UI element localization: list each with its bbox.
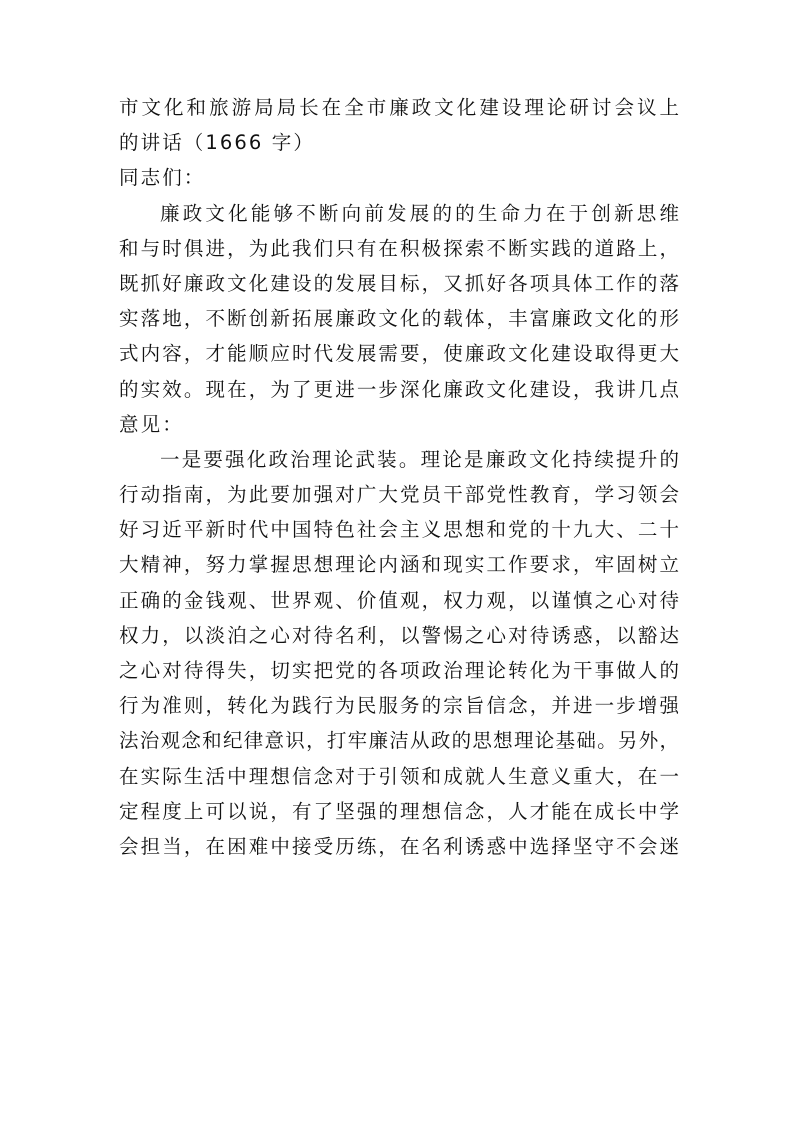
paragraph-2-line-5: 正确的金钱观、世界观、价值观，权力观，以谨慎之心对待 xyxy=(119,588,679,612)
paragraph-2-line-6: 权力，以淡泊之心对待名利，以警惕之心对待诱惑，以豁达 xyxy=(119,623,679,647)
paragraph-1-line-7: 意见： xyxy=(119,412,184,436)
paragraph-1-line-5: 式内容，才能顺应时代发展需要，使廉政文化建设取得更大 xyxy=(119,342,679,366)
paragraph-1-line-3: 既抓好廉政文化建设的发展目标，又抓好各项具体工作的落 xyxy=(119,271,679,295)
paragraph-2-line-10: 在实际生活中理想信念对于引领和成就人生意义重大，在一 xyxy=(119,764,679,788)
paragraph-1-line-6: 的实效。现在，为了更进一步深化廉政文化建设，我讲几点 xyxy=(119,377,679,401)
paragraph-2-line-8: 行为准则，转化为践行为民服务的宗旨信念，并进一步增强 xyxy=(119,694,679,718)
paragraph-2-line-12: 会担当，在困难中接受历练，在名利诱惑中选择坚守不会迷 xyxy=(119,834,679,858)
salutation: 同志们： xyxy=(119,166,206,190)
document-body xyxy=(119,90,679,864)
paragraph-2-line-3: 好习近平新时代中国特色社会主义思想和党的十九大、二十 xyxy=(119,518,679,542)
paragraph-1-line-1: 廉政文化能够不断向前发展的的生命力在于创新思维 xyxy=(160,201,679,225)
paragraph-2-line-11: 定程度上可以说，有了坚强的理想信念，人才能在成长中学 xyxy=(119,799,679,823)
paragraph-2-line-1: 一是要强化政治理论武装。理论是廉政文化持续提升的 xyxy=(160,447,679,471)
paragraph-2-line-2: 行动指南，为此要加强对广大党员干部党性教育，学习领会 xyxy=(119,483,679,507)
document-title-line-1: 市文化和旅游局局长在全市廉政文化建设理论研讨会议上 xyxy=(119,96,679,119)
paragraph-1-line-4: 实落地，不断创新拓展廉政文化的载体，丰富廉政文化的形 xyxy=(119,307,679,331)
paragraph-2-line-7: 之心对待得失，切实把党的各项政治理论转化为干事做人的 xyxy=(119,659,679,682)
paragraph-1-line-2: 和与时俱进，为此我们只有在积极探索不断实践的道路上， xyxy=(119,236,679,260)
paragraph-2-line-4: 大精神，努力掌握思想理论内涵和现实工作要求，牢固树立 xyxy=(119,553,679,577)
document-title-line-2: 的讲话（1666 字） xyxy=(119,131,315,155)
paragraph-2-line-9: 法治观念和纪律意识，打牢廉洁从政的思想理论基础。另外， xyxy=(119,729,679,753)
